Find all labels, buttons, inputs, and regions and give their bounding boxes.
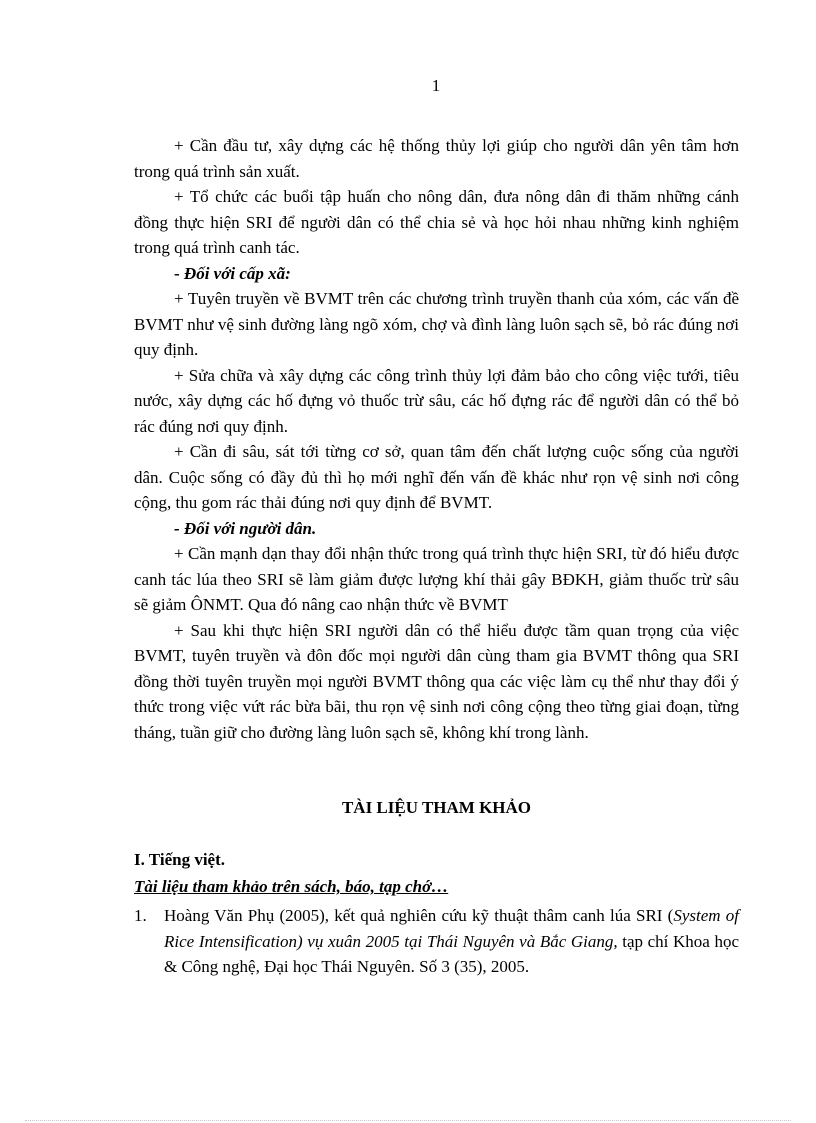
subheading-commune: - Đối với cấp xã:: [174, 263, 291, 283]
reference-item: [134, 903, 739, 980]
reference-text-part: tạp chí Khoa học & Công nghệ, Đại học Thái Nguyên. Số 3 (35), 2005.: [164, 931, 740, 976]
paragraph: + Tổ chức các buổi tập huấn cho nông dân, đưa nông dân đi thăm những cánh đồng thực hiện SRI để người dân có thể chia sẻ và học hỏi nhau những kinh nghiệm trong quá trình canh tác.: [134, 187, 739, 257]
subheading-commune-label: Đối với cấp xã:: [183, 263, 291, 283]
paragraph: + Cần mạnh dạn thay đổi nhận thức trong quá trình thực hiện SRI, từ đó hiểu được canh tác lúa theo SRI sẽ làm giảm được lượng khí thải gây BĐKH, giảm thuốc trừ sâu sẽ giảm ÔNMT. Qua đó nâng cao nhận thức về BVMT: [134, 544, 739, 614]
paragraph: + Cần đầu tư, xây dựng các hệ thống thủy lợi giúp cho người dân yên tâm hơn trong quá trình sản xuất.: [134, 136, 739, 181]
recommendations-body: [134, 133, 739, 745]
reference-list: [134, 903, 739, 980]
page-number: 1: [431, 76, 441, 95]
subheading-residents: - Đối với người dân.: [174, 518, 317, 538]
paragraph: + Tuyên truyền về BVMT trên các chương trình truyền thanh của xóm, các vấn đề BVMT như vệ sinh đường làng ngõ xóm, chợ và đình làng luôn sạch sẽ, bỏ rác đúng nơi quy định.: [134, 289, 739, 359]
paragraph: + Sau khi thực hiện SRI người dân có thể hiểu được tầm quan trọng của việc BVMT, tuyên truyền và đôn đốc mọi người dân cùng tham gia BVMT thông qua SRI đồng thời tuyên truyền mọi người BVMT thông qua các việc làm cụ thể như thay đổi ý thức trong việc vứt rác bừa bãi, thu rọn vệ sinh nơi công cộng theo từng giai đoạn, từng tháng, tuần giữ cho đường làng luôn sạch sẽ, không khí trong lành.: [134, 620, 739, 742]
reference-text-part: Hoàng Văn Phụ (2005), kết quả nghiên cứu kỹ thuật thâm canh lúa SRI (: [164, 906, 674, 925]
reference-text: [164, 903, 739, 980]
paragraph: + Sửa chữa và xây dựng các công trình thủy lợi đảm bảo cho công việc tưới, tiêu nước, xây dựng các hố đựng vỏ thuốc trừ sâu, các hố đựng rác để người dân có thể bỏ rác đúng nơi quy định.: [134, 365, 739, 436]
reference-title-italic: System of Rice Intensification) vụ xuân 2005 tại Thái Nguyên và Bắc Giang,: [164, 906, 739, 951]
page-bottom-divider: [25, 1120, 791, 1121]
references-subsection-heading: Tài liệu tham khảo trên sách, báo, tạp chớ…: [134, 877, 449, 896]
references-title: TÀI LIỆU THAM KHẢO: [341, 798, 532, 817]
paragraph: + Cần đi sâu, sát tới từng cơ sở, quan tâm đến chất lượng cuộc sống của người dân. Cuộc sống có đầy đủ thì họ mới nghĩ đến vấn đề khác như rọn vệ sinh nơi công cộng, thu gom rác thải đúng nơi quy định để BVMT.: [134, 442, 739, 512]
references-section-heading: I. Tiếng việt.: [134, 850, 225, 869]
reference-number: 1.: [134, 906, 147, 925]
